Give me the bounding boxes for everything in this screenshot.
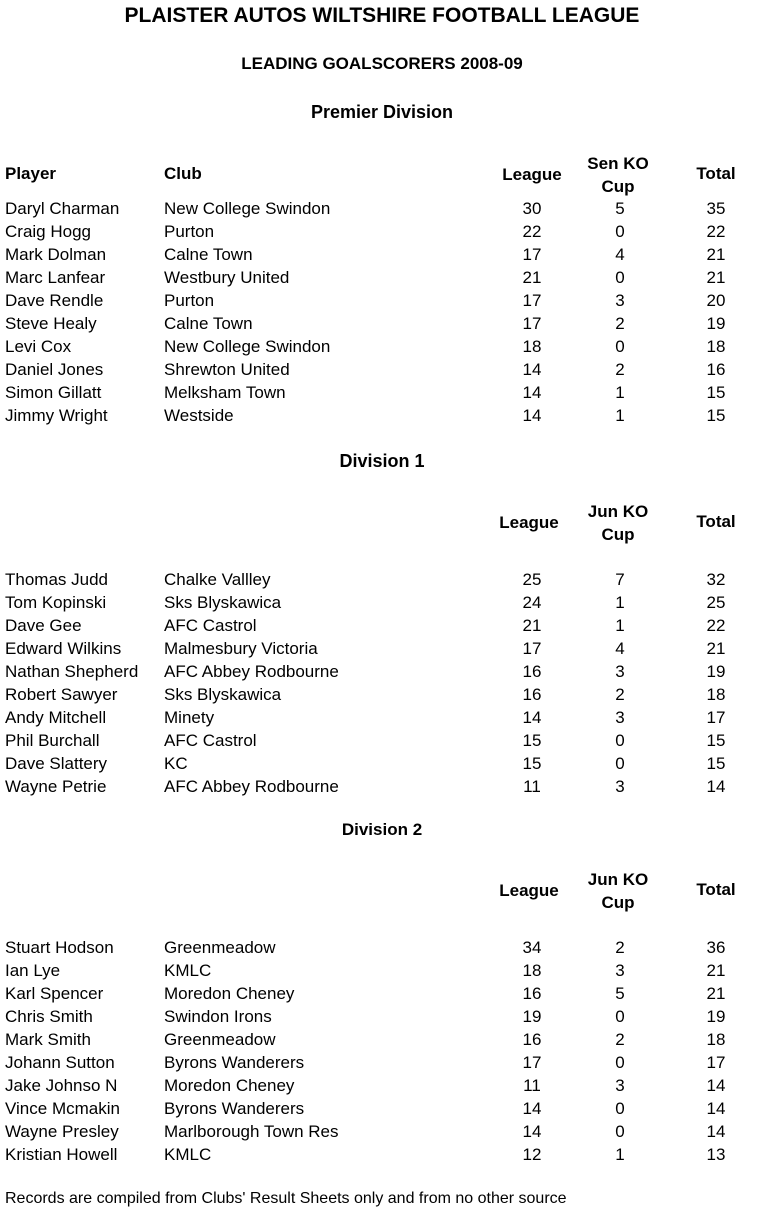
table-row xyxy=(0,591,764,614)
cup-goals: 3 xyxy=(615,1076,625,1095)
cup-goals: 1 xyxy=(615,1145,625,1164)
total-goals: 36 xyxy=(706,938,726,957)
total-goals: 18 xyxy=(706,337,726,356)
total-goals: 35 xyxy=(706,199,726,218)
table-row xyxy=(0,404,764,427)
table-row xyxy=(0,1005,764,1028)
club-name: KMLC xyxy=(164,961,212,980)
footer-note: Records are compiled from Clubs' Result Sheets only and from no other source xyxy=(5,1190,567,1207)
table-row xyxy=(0,706,764,729)
total-goals: 21 xyxy=(706,268,726,287)
cup-goals: 1 xyxy=(615,383,625,402)
page-subtitle: LEADING GOALSCORERS 2008-09 xyxy=(241,54,523,73)
page-title: PLAISTER AUTOS WILTSHIRE FOOTBALL LEAGUE xyxy=(124,4,640,27)
league-goals: 18 xyxy=(522,337,542,356)
player-name: Robert Sawyer xyxy=(5,685,118,704)
league-goals: 14 xyxy=(522,360,542,379)
player-name: Karl Spencer xyxy=(5,984,104,1003)
club-name: Melksham Town xyxy=(164,383,286,402)
table-row xyxy=(0,1051,764,1074)
cup-goals: 2 xyxy=(615,685,625,704)
table-row xyxy=(0,775,764,798)
club-name: New College Swindon xyxy=(164,199,331,218)
league-goals: 16 xyxy=(522,1030,542,1049)
table-row xyxy=(0,729,764,752)
total-goals: 15 xyxy=(706,406,726,425)
club-name: New College Swindon xyxy=(164,337,331,356)
table-row xyxy=(0,637,764,660)
section-heading-premier: Premier Division xyxy=(310,102,454,122)
cup-goals: 3 xyxy=(615,961,625,980)
player-name: Simon Gillatt xyxy=(5,383,102,402)
player-name: Nathan Shepherd xyxy=(5,662,139,681)
player-name: Tom Kopinski xyxy=(5,593,107,612)
table-row xyxy=(0,266,764,289)
cup-goals: 4 xyxy=(615,639,625,658)
header-total: Total xyxy=(696,164,736,183)
club-name: AFC Castrol xyxy=(164,616,257,635)
league-goals: 14 xyxy=(522,708,542,727)
cup-goals: 0 xyxy=(615,1122,625,1141)
player-name: Levi Cox xyxy=(5,337,72,356)
league-goals: 24 xyxy=(522,593,542,612)
header-player: Player xyxy=(5,164,57,183)
cup-goals: 5 xyxy=(615,984,625,1003)
cup-goals: 3 xyxy=(615,777,625,796)
header-cup-line1: Jun KO xyxy=(587,870,649,889)
player-name: Ian Lye xyxy=(5,961,61,980)
total-goals: 14 xyxy=(706,1122,726,1141)
player-name: Mark Dolman xyxy=(5,245,107,264)
player-name: Johann Sutton xyxy=(5,1053,115,1072)
player-name: Thomas Judd xyxy=(5,570,108,589)
total-goals: 21 xyxy=(706,984,726,1003)
player-name: Dave Rendle xyxy=(5,291,104,310)
header-cup-line1: Jun KO xyxy=(587,502,649,521)
club-name: Malmesbury Victoria xyxy=(164,639,318,658)
total-goals: 25 xyxy=(706,593,726,612)
league-goals: 14 xyxy=(522,1099,542,1118)
club-name: Purton xyxy=(164,291,215,310)
league-goals: 16 xyxy=(522,685,542,704)
total-goals: 19 xyxy=(706,1007,726,1026)
player-name: Marc Lanfear xyxy=(5,268,106,287)
club-name: Sks Blyskawica xyxy=(164,593,282,612)
league-goals: 22 xyxy=(522,222,542,241)
cup-goals: 2 xyxy=(615,1030,625,1049)
league-goals: 17 xyxy=(522,1053,542,1072)
table-row xyxy=(0,1074,764,1097)
table-row xyxy=(0,752,764,775)
club-name: Moredon Cheney xyxy=(164,984,295,1003)
league-goals: 21 xyxy=(522,268,542,287)
cup-goals: 0 xyxy=(615,754,625,773)
cup-goals: 2 xyxy=(615,360,625,379)
section-heading-division-2: Division 2 xyxy=(341,820,423,839)
table-row xyxy=(0,197,764,220)
league-goals: 17 xyxy=(522,245,542,264)
header-league: League xyxy=(502,165,562,184)
table-row xyxy=(0,568,764,591)
league-goals: 14 xyxy=(522,406,542,425)
cup-goals: 5 xyxy=(615,199,625,218)
club-name: Marlborough Town Res xyxy=(164,1122,339,1141)
total-goals: 18 xyxy=(706,1030,726,1049)
player-name: Dave Gee xyxy=(5,616,82,635)
club-name: Sks Blyskawica xyxy=(164,685,282,704)
table-row xyxy=(0,936,764,959)
player-name: Vince Mcmakin xyxy=(5,1099,120,1118)
total-goals: 19 xyxy=(706,662,726,681)
league-goals: 19 xyxy=(522,1007,542,1026)
league-goals: 34 xyxy=(522,938,542,957)
club-name: Calne Town xyxy=(164,314,253,333)
club-name: Swindon Irons xyxy=(164,1007,272,1026)
total-goals: 14 xyxy=(706,1076,726,1095)
league-goals: 30 xyxy=(522,199,542,218)
cup-goals: 0 xyxy=(615,337,625,356)
table-row xyxy=(0,959,764,982)
header-cup-line2: Cup xyxy=(601,177,635,196)
club-name: AFC Castrol xyxy=(164,731,257,750)
cup-goals: 2 xyxy=(615,938,625,957)
cup-goals: 0 xyxy=(615,731,625,750)
league-goals: 16 xyxy=(522,662,542,681)
total-goals: 21 xyxy=(706,245,726,264)
player-name: Phil Burchall xyxy=(5,731,100,750)
league-goals: 15 xyxy=(522,731,542,750)
league-goals: 21 xyxy=(522,616,542,635)
club-name: KMLC xyxy=(164,1145,212,1164)
table-row xyxy=(0,683,764,706)
cup-goals: 3 xyxy=(615,662,625,681)
header-cup-line2: Cup xyxy=(601,893,635,912)
section-heading-division-1: Division 1 xyxy=(339,451,425,471)
total-goals: 15 xyxy=(706,731,726,750)
total-goals: 22 xyxy=(706,222,726,241)
header-league: League xyxy=(499,513,559,532)
total-goals: 14 xyxy=(706,777,726,796)
table-row xyxy=(0,614,764,637)
cup-goals: 1 xyxy=(615,593,625,612)
player-name: Andy Mitchell xyxy=(5,708,107,727)
player-name: Jimmy Wright xyxy=(5,406,108,425)
table-row xyxy=(0,289,764,312)
table-row xyxy=(0,1028,764,1051)
table-row xyxy=(0,660,764,683)
cup-goals: 3 xyxy=(615,291,625,310)
table-row xyxy=(0,312,764,335)
club-name: Greenmeadow xyxy=(164,1030,276,1049)
cup-goals: 7 xyxy=(615,570,625,589)
club-name: Calne Town xyxy=(164,245,253,264)
cup-goals: 1 xyxy=(615,616,625,635)
player-name: Jake Johnso N xyxy=(5,1076,118,1095)
total-goals: 13 xyxy=(706,1145,726,1164)
league-goals: 12 xyxy=(522,1145,542,1164)
header-total: Total xyxy=(696,880,736,899)
table-row xyxy=(0,1097,764,1120)
club-name: Westbury United xyxy=(164,268,290,287)
player-name: Wayne Petrie xyxy=(5,777,107,796)
club-name: Purton xyxy=(164,222,215,241)
player-name: Wayne Presley xyxy=(5,1122,119,1141)
total-goals: 15 xyxy=(706,754,726,773)
table-row xyxy=(0,335,764,358)
club-name: Byrons Wanderers xyxy=(164,1053,305,1072)
league-goals: 11 xyxy=(523,1076,541,1095)
total-goals: 32 xyxy=(706,570,726,589)
header-club: Club xyxy=(164,164,202,183)
league-goals: 25 xyxy=(522,570,542,589)
total-goals: 21 xyxy=(706,961,726,980)
cup-goals: 0 xyxy=(615,1099,625,1118)
cup-goals: 1 xyxy=(615,406,625,425)
cup-goals: 0 xyxy=(615,1053,625,1072)
total-goals: 17 xyxy=(706,1053,726,1072)
table-row xyxy=(0,1120,764,1143)
player-name: Steve Healy xyxy=(5,314,97,333)
player-name: Dave Slattery xyxy=(5,754,108,773)
table-row xyxy=(0,381,764,404)
cup-goals: 0 xyxy=(615,1007,625,1026)
league-goals: 17 xyxy=(522,291,542,310)
league-goals: 16 xyxy=(522,984,542,1003)
club-name: Shrewton United xyxy=(164,360,290,379)
club-name: AFC Abbey Rodbourne xyxy=(164,662,339,681)
club-name: Byrons Wanderers xyxy=(164,1099,305,1118)
total-goals: 18 xyxy=(706,685,726,704)
total-goals: 21 xyxy=(706,639,726,658)
total-goals: 22 xyxy=(706,616,726,635)
player-name: Craig Hogg xyxy=(5,222,91,241)
total-goals: 20 xyxy=(706,291,726,310)
total-goals: 19 xyxy=(706,314,726,333)
cup-goals: 0 xyxy=(615,222,625,241)
club-name: Westside xyxy=(164,406,234,425)
cup-goals: 3 xyxy=(615,708,625,727)
club-name: Moredon Cheney xyxy=(164,1076,295,1095)
player-name: Daryl Charman xyxy=(5,199,120,218)
table-row xyxy=(0,358,764,381)
player-name: Mark Smith xyxy=(5,1030,91,1049)
league-goals: 14 xyxy=(522,383,542,402)
player-name: Kristian Howell xyxy=(5,1145,118,1164)
league-goals: 18 xyxy=(522,961,542,980)
player-name: Chris Smith xyxy=(5,1007,93,1026)
table-row xyxy=(0,243,764,266)
league-goals: 17 xyxy=(522,314,542,333)
cup-goals: 2 xyxy=(615,314,625,333)
header-total: Total xyxy=(696,512,736,531)
total-goals: 16 xyxy=(706,360,726,379)
table-row xyxy=(0,982,764,1005)
club-name: AFC Abbey Rodbourne xyxy=(164,777,339,796)
club-name: Greenmeadow xyxy=(164,938,276,957)
league-goals: 15 xyxy=(522,754,542,773)
club-name: Chalke Vallley xyxy=(164,570,271,589)
cup-goals: 0 xyxy=(615,268,625,287)
club-name: KC xyxy=(164,754,188,773)
table-row xyxy=(0,1143,764,1166)
league-goals: 17 xyxy=(522,639,542,658)
league-goals: 14 xyxy=(522,1122,542,1141)
total-goals: 17 xyxy=(706,708,726,727)
header-cup-line2: Cup xyxy=(601,525,635,544)
player-name: Edward Wilkins xyxy=(5,639,122,658)
header-league: League xyxy=(499,881,559,900)
total-goals: 15 xyxy=(706,383,726,402)
player-name: Daniel Jones xyxy=(5,360,104,379)
table-row xyxy=(0,220,764,243)
player-name: Stuart Hodson xyxy=(5,938,114,957)
header-cup-line1: Sen KO xyxy=(587,154,649,173)
league-goals: 11 xyxy=(523,777,541,796)
total-goals: 14 xyxy=(706,1099,726,1118)
cup-goals: 4 xyxy=(615,245,625,264)
club-name: Minety xyxy=(164,708,215,727)
